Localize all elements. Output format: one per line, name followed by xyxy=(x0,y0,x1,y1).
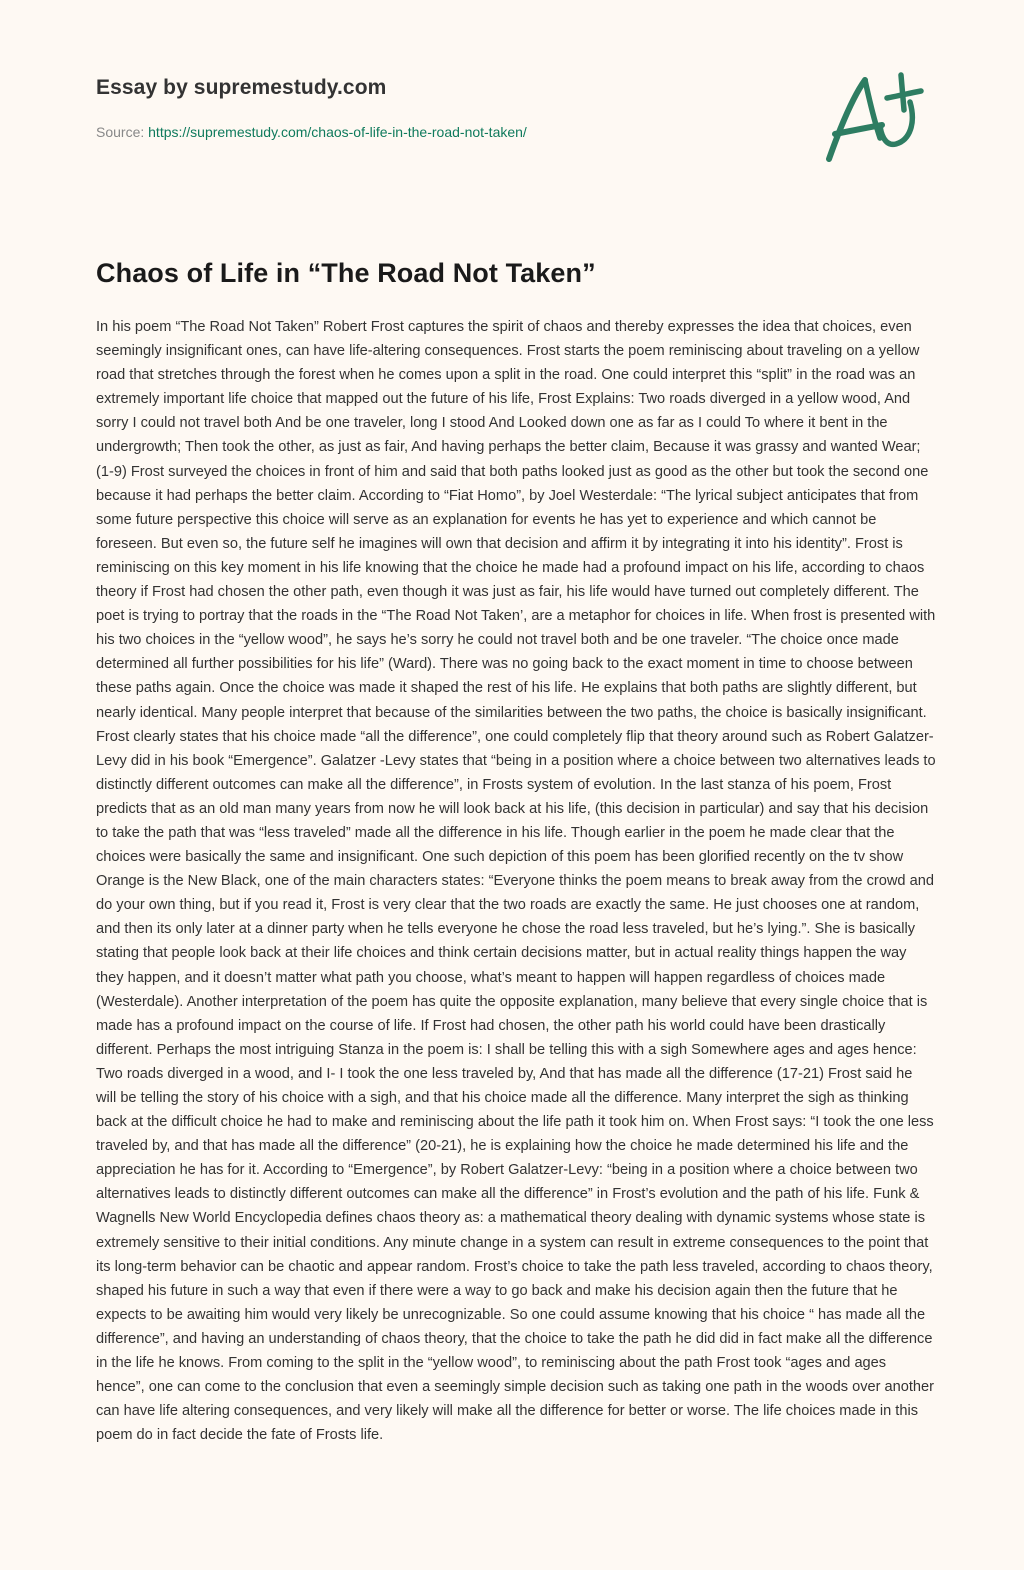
source-line xyxy=(96,123,796,141)
essay-body: In his poem “The Road Not Taken” Robert Frost captures the spirit of chaos and thereby expresses the idea that choices, even seemingly insignificant ones, can have life-altering consequences. Frost starts the poem reminiscing about traveling on a yellow road that stretches through the forest when he comes upon a split in the road. One could interpret this “split” in the road was an extremely important life choice that mapped out the future of his life, Frost Explains: Two roads diverged in a yellow wood, And sorry I could not travel both And be one traveler, long I stood And Looked down one as far as I could To where it bent in the undergrowth; Then took the other, as just as fair, And having perhaps the better claim, Because it was grassy and wanted Wear; (1-9) Frost surveyed the choices in front of him and said that both paths looked just as good as the other but took the second one because it had perhaps the better claim. According to “Fiat Homo”, by Joel Westerdale: “The lyrical subject anticipates that from some future perspective this choice will serve as an explanation for events he has yet to experience and which cannot be foreseen. But even so, the future self he imagines will own that decision and affirm it by integrating it into his identity”. Frost is reminiscing on this key moment in his life knowing that the choice he made had a profound impact on his life, according to chaos theory if Frost had chosen the other path, even though it was just as fair, his life would have turned out completely different. The poet is trying to portray that the roads in the “The Road Not Taken’, are a metaphor for choices in life. When frost is presented with his two choices in the “yellow wood”, he says he’s sorry he could not travel both and be one traveler. “The choice once made determined all further possibilities for his life” (Ward). There was no going back to the exact moment in time to choose between these paths again. Once the choice was made it shaped the rest of his life. He explains that both paths are slightly different, but nearly identical. Many people interpret that because of the similarities between the two paths, the choice is basically insignificant. Frost clearly states that his choice made “all the difference”, one could completely flip that theory around such as Robert Galatzer-Levy did in his book “Emergence”. Galatzer -Levy states that “being in a position where a choice between two alternatives leads to distinctly different outcomes can make all the difference”, in Frosts system of evolution. In the last stanza of his poem, Frost predicts that as an old man many years from now he will look back at his life, (this decision in particular) and say that his decision to take the path that was “less traveled” made all the difference in his life. Though earlier in the poem he made clear that the choices were basically the same and insignificant. One such depiction of this poem has been glorified recently on the tv show Orange is the New Black, one of the main characters states: “Everyone thinks the poem means to break away from the crowd and do your own thing, but if you read it, Frost is very clear that the two roads are exactly the same. He just chooses one at random, and then its only later at a dinner party when he tells everyone he chose the road less traveled, but he’s lying.”. She is basically stating that people look back at their life choices and think certain decisions matter, but in actual reality things happen the way they happen, and it doesn’t matter what path you choose, what’s meant to happen will happen regardless of choices made (Westerdale). Another interpretation of the poem has quite the opposite explanation, many believe that every single choice that is made has a profound impact on the course of life. If Frost had chosen, the other path his world could have been drastically different. Perhaps the most intriguing Stanza in the poem is: I shall be telling this with a sigh Somewhere ages and ages hence: Two roads diverged in a wood, and I- I took the one less traveled by, And that has made all the difference (17-21) Frost said he will be telling the story of his choice with a sigh, and that his choice made all the difference. Many interpret the sigh as thinking back at the difficult choice he had to make and reminiscing about the life path it took him on. When Frost says: “I took the one less traveled by, and that has made all the difference” (20-21), he is explaining how the choice he made determined his life and the appreciation he has for it. According to “Emergence”, by Robert Galatzer-Levy: “being in a position where a choice between two alternatives leads to distinctly different outcomes can make all the difference” in Frost’s evolution and the path of his life. Funk & Wagnells New World Encyclopedia defines chaos theory as: a mathematical theory dealing with dynamic systems whose state is extremely sensitive to their initial conditions. Any minute change in a system can result in extreme consequences to the point that its long-term behavior can be chaotic and appear random. Frost’s choice to take the path less traveled, according to chaos theory, shaped his future in such a way that even if there were a way to go back and make his decision again then the future that he expects to be awaiting him would very likely be unrecognizable. So one could assume knowing that his choice “ has made all the difference”, and having an understanding of chaos theory, that the choice to take the path he did did in fact make all the difference in the life he knows. From coming to the split in the “yellow wood”, to reminiscing about the path Frost took “ages and ages hence”, one can come to the conclusion that even a seemingly simple decision such as taking one path in the woods over another can have life altering consequences, and very likely will make all the difference for better or worse. The life choices made in this poem do in fact decide the fate of Frosts life. xyxy=(96,319,936,1444)
source-label: Source: xyxy=(96,124,149,140)
essay-title: Chaos of Life in “The Road Not Taken” xyxy=(96,258,596,288)
a-plus-grade-icon xyxy=(820,68,930,168)
page-header xyxy=(96,74,796,141)
site-title: Essay by supremestudy.com xyxy=(96,76,387,99)
source-link[interactable]: https://supremestudy.com/chaos-of-life-in-the-road-not-taken/ xyxy=(148,124,527,140)
